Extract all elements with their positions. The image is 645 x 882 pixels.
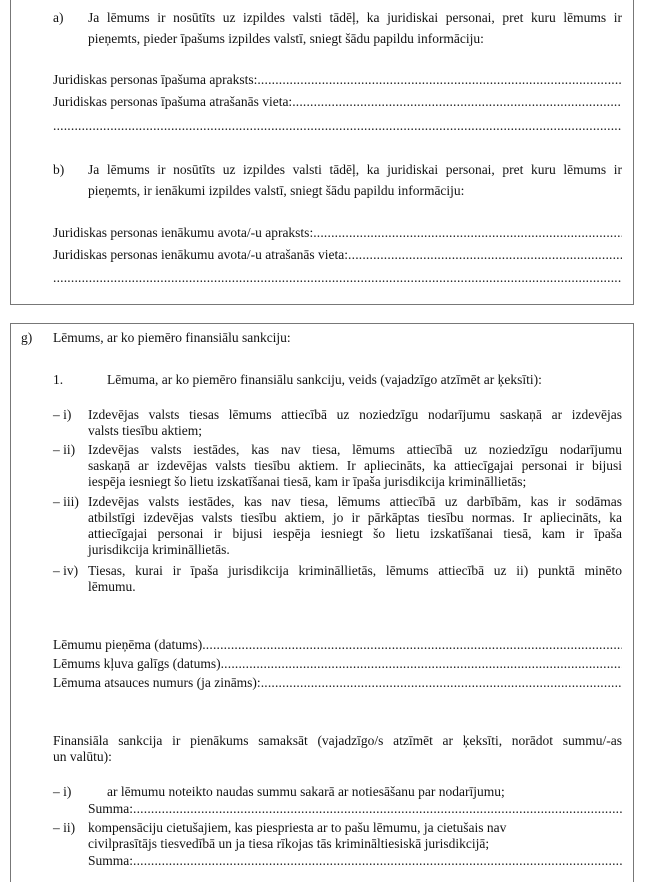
option-iii-line2: atbilstīgi izdevējas valsts tiesību aktiem, jo ir pārkāptas tiesību normas. Ir apliecināts, ka: [88, 510, 622, 525]
property-location-dots: [292, 94, 622, 110]
reference-number-field[interactable]: [53, 675, 622, 691]
item-a-marker: a): [53, 10, 64, 25]
property-description-dots: [257, 72, 622, 88]
payment-i-sum-label: Summa:: [88, 801, 134, 816]
income-source-location-field[interactable]: [53, 247, 622, 263]
payment-ii-sum-dots: [133, 853, 622, 869]
date-final-dots: [221, 656, 622, 672]
income-source-description-dots: [313, 225, 622, 241]
item-g-title: Lēmums, ar ko piemēro finansiālu sankciju:: [53, 330, 291, 345]
subsection-1-title: Lēmuma, ar ko piemēro finansiālu sankciju, veids (vajadzīgo atzīmēt ar ķeksīti):: [107, 372, 542, 387]
income-source-extra-dots[interactable]: [53, 270, 622, 286]
payment-ii-sum-label: Summa:: [88, 853, 134, 868]
option-iii-line1: Izdevējas valsts iestādes, kas nav tiesa, lēmums attiecībā uz darbībām, kas ir sodāmas: [88, 494, 622, 509]
reference-number-label: Lēmuma atsauces numurs (ja zināms):: [53, 675, 261, 690]
income-source-location-dots: [348, 247, 622, 263]
option-iii-line4: jurisdikcija krimināllietās.: [88, 542, 230, 557]
option-iv-line1: Tiesas, kurai ir īpaša jurisdikcija krimināllietās, lēmums attiecībā uz ii) punktā minēto: [88, 563, 622, 578]
payment-intro-line2: un valūtu):: [53, 749, 112, 764]
payment-intro-line1: Finansiāla sankcija ir pienākums samaksāt (vajadzīgo/s atzīmēt ar ķeksīti, norādot summu/-as: [53, 733, 622, 748]
option-ii-line3: iespēja iesniegt šo lietu izskatīšanai tiesā, kam ir īpaša jurisdikcija krimināllietās;: [88, 474, 527, 489]
payment-ii-marker[interactable]: – ii): [53, 820, 76, 835]
property-location-label: Juridiskas personas īpašuma atrašanās vieta:: [53, 94, 293, 109]
income-source-description-field[interactable]: [53, 225, 622, 241]
item-b-text-line1: Ja lēmums ir nosūtīts uz izpildes valsti tādēļ, ka juridiskai personai, pret kuru lēmums ir: [88, 162, 622, 177]
date-adopted-label: Lēmumu pieņēma (datums): [53, 637, 203, 652]
property-extra-dots[interactable]: [53, 118, 622, 134]
option-iv-line2: lēmumu.: [88, 579, 136, 594]
payment-ii-line2: civilprasītājs tiesvedībā un ja tiesa rīkojas tās krimināltiesiskā jurisdikcijā;: [88, 836, 490, 851]
item-b-marker: b): [53, 162, 65, 177]
payment-ii-line1: kompensāciju cietušajiem, kas piespriesta ar to pašu lēmumu, ja cietušais nav: [88, 820, 507, 835]
date-final-label: Lēmums kļuva galīgs (datums): [53, 656, 221, 671]
date-final-field[interactable]: [53, 656, 622, 672]
item-a-text-line1: Ja lēmums ir nosūtīts uz izpildes valsti tādēļ, ka juridiskai personai, pret kuru lēmums ir: [88, 10, 622, 25]
income-source-description-label: Juridiskas personas ienākumu avota/-u apraksts:: [53, 225, 314, 240]
option-ii-line1: Izdevējas valsts iestādes, kas nav tiesa, lēmums attiecībā uz noziedzīgu nodarījumu: [88, 442, 622, 457]
option-i-marker[interactable]: – i): [53, 407, 72, 422]
property-description-label: Juridiskas personas īpašuma apraksts:: [53, 72, 258, 87]
option-iii-line3: attiecīgajai personai ir bijusi iespēja iesniegt šo lietu izskatīšanai tiesā, kam ir īpaša: [88, 526, 622, 541]
payment-i-text: ar lēmumu noteikto naudas summu sakarā ar notiesāšanu par nodarījumu;: [107, 784, 505, 799]
payment-i-marker[interactable]: – i): [53, 784, 72, 799]
item-b-text-line2: pieņemts, ir ienākumi izpildes valstī, sniegt šādu papildu informāciju:: [88, 183, 465, 198]
property-description-field[interactable]: [53, 72, 622, 88]
option-ii-marker[interactable]: – ii): [53, 442, 76, 457]
property-location-field[interactable]: [53, 94, 622, 110]
option-i-line2: valsts tiesību aktiem;: [88, 423, 202, 438]
reference-number-dots: [261, 675, 622, 691]
payment-ii-sum-field[interactable]: [88, 853, 622, 869]
option-ii-line2: saskaņā ar izdevējas valsts tiesību aktiem. Ir apliecināts, ka attiecīgajai personai ir bijusi: [88, 458, 622, 473]
subsection-1-number: 1.: [53, 372, 64, 387]
payment-i-sum-field[interactable]: [88, 801, 622, 817]
option-iii-marker[interactable]: – iii): [53, 494, 79, 509]
option-iv-marker[interactable]: – iv): [53, 563, 79, 578]
date-adopted-dots: [202, 637, 622, 653]
payment-i-sum-dots: [133, 801, 622, 817]
option-i-line1: Izdevējas valsts tiesas lēmums attiecībā uz noziedzīgu nodarījumu saskaņā ar izdevējas: [88, 407, 622, 422]
item-a-text-line2: pieņemts, pieder īpašums izpildes valstī, sniegt šādu papildu informāciju:: [88, 31, 484, 46]
income-source-location-label: Juridiskas personas ienākumu avota/-u atrašanās vieta:: [53, 247, 349, 262]
item-g-marker: g): [21, 330, 33, 345]
date-adopted-field[interactable]: [53, 637, 622, 653]
